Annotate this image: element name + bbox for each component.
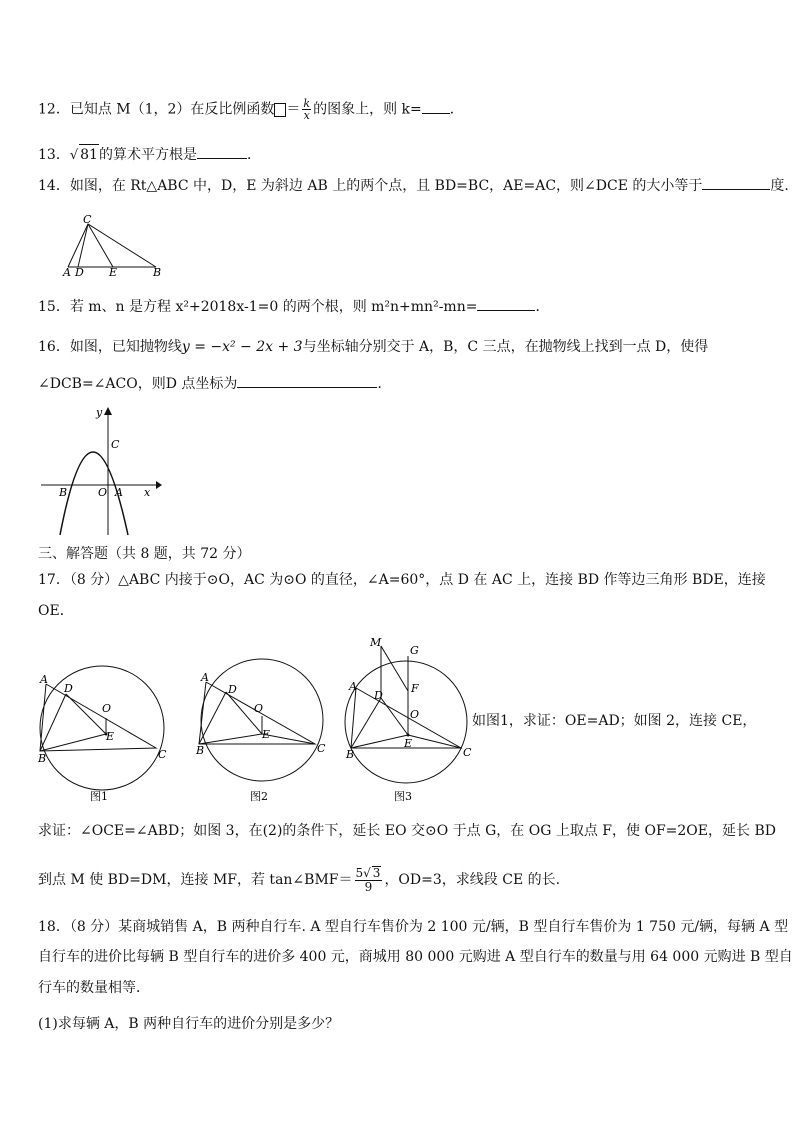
svg-text:D: D — [64, 682, 73, 695]
q14-label-b: B — [153, 266, 162, 279]
q17-caption-3: 图3 — [394, 790, 412, 803]
q12-pre: 12．已知点 M（1，2）在反比例函数 — [38, 101, 275, 118]
svg-text:A: A — [349, 680, 357, 693]
q14-label-e: E — [109, 266, 118, 279]
q17-figure-1 — [37, 666, 167, 803]
question-17-line2: OE． — [38, 603, 74, 619]
q17-caption-2: 图2 — [250, 790, 268, 803]
q17-caption-1: 图1 — [90, 790, 108, 803]
q16-label-c: C — [111, 438, 120, 451]
svg-text:E: E — [404, 737, 413, 750]
svg-text:A: A — [201, 671, 209, 684]
svg-text:B: B — [38, 752, 47, 765]
q17-figure-2 — [195, 659, 326, 803]
q16-label-x: x — [144, 486, 151, 499]
svg-text:O: O — [102, 702, 112, 715]
svg-text:E: E — [106, 730, 115, 743]
q16-figure — [38, 403, 163, 538]
svg-text:F: F — [411, 682, 419, 695]
question-17-line3: 求证：∠OCE=∠ABD；如图 3，在(2)的条件下，延长 EO 交⊙O 于点 G，在 OG 上取点 F，使 OF=2OE，延长 BD — [38, 823, 776, 839]
q14-label-a: A — [63, 266, 71, 279]
question-14: 14．如图，在 Rt△ABC 中，D，E 为斜边 AB 上的两个点，且 BD=BC，AE=AC，则∠DCE 的大小等于 度. — [38, 175, 789, 196]
svg-text:D: D — [374, 689, 383, 702]
q16-label-o: O — [98, 486, 108, 499]
q16-label-y: y — [96, 406, 103, 419]
q12-blank — [422, 99, 450, 114]
question-17-line4: 到点 M 使 BD=DM，连接 MF，若 tan∠BMF＝ $\frac{5√ 3}{9}$ ，OD=3，求线段 CE 的长. — [38, 866, 561, 894]
svg-text:B: B — [346, 748, 355, 761]
question-16-line2: ∠DCB=∠ACO，则D 点坐标为 . — [38, 373, 382, 394]
q12-post: 的图象上，则 k= — [313, 101, 422, 118]
q14-figure — [58, 212, 168, 278]
question-15: 15．若 m、n 是方程 x²+2018x-1=0 的两个根，则 m²n+mn²-mn= ． — [38, 296, 549, 317]
q17-tan-fraction: $\frac{5√ 3}{9}$ — [355, 866, 381, 894]
svg-text:C: C — [463, 746, 472, 759]
q15-blank — [477, 296, 535, 311]
q13-radicand: 81 — [79, 144, 99, 165]
question-18-sub1: (1)求每辆 A，B 两种自行车的进价分别是多少？ — [38, 1016, 340, 1032]
q14-blank — [702, 175, 770, 190]
q17-figure-3 — [345, 636, 472, 803]
q16-formula: y = −x² − 2x + 3 — [181, 339, 303, 355]
question-18-line2: 自行车的进价比每辆 B 型自行车的进价多 400 元，商城用 80 000 元购进 A 型自行车的数量与用 64 000 元购进 B 型自 — [38, 949, 793, 965]
q16-blank — [237, 373, 377, 388]
question-17: 17．（8 分）△ABC 内接于⊙O，AC 为⊙O 的直径，∠A=60°，点 D 在 AC 上，连接 BD 作等边三角形 BDE，连接 — [38, 572, 766, 588]
q13-blank — [197, 144, 247, 159]
svg-text:O: O — [254, 702, 264, 715]
svg-text:G: G — [410, 644, 419, 657]
svg-text:C: C — [317, 742, 326, 755]
svg-text:A: A — [40, 673, 48, 686]
section-heading: 三、解答题（共 8 题，共 72 分） — [38, 546, 251, 562]
q17-figures — [36, 636, 472, 808]
q12-eq: ＝ — [286, 101, 301, 118]
q16-label-b: B — [59, 486, 68, 499]
question-17-side: 如图1，求证：OE=AD；如图 2，连接 CE， — [472, 713, 757, 729]
svg-text:O: O — [410, 708, 420, 721]
svg-text:D: D — [228, 683, 237, 696]
question-16: 16．如图，已知抛物线y = −x² − 2x + 3与坐标轴分别交于 A，B，C 三点，在抛物线上找到一点 D，使得 — [38, 339, 709, 355]
question-12: 12．已知点 M（1，2）在反比例函数 ＝ $\frac{k}{x}$ 的图象上，则 k= ． — [38, 97, 464, 122]
question-18-line3: 行车的数量相等． — [38, 980, 150, 996]
question-13: 13．√ 81的算术平方根是 ． — [38, 144, 261, 166]
q14-label-c: C — [83, 213, 92, 226]
question-18: 18．（8 分）某商城销售 A，B 两种自行车. A 型自行车售价为 2 100 元/辆，B 型自行车售价为 1 750 元/辆，每辆 A 型 — [38, 919, 789, 935]
q16-label-a: A — [115, 486, 123, 499]
svg-text:B: B — [196, 744, 205, 757]
q12-fraction: $\frac{k}{x}$ — [303, 97, 311, 122]
svg-text:E: E — [262, 728, 271, 741]
svg-text:M: M — [370, 636, 382, 649]
q14-label-d: D — [75, 266, 84, 279]
svg-text:C: C — [158, 748, 167, 761]
